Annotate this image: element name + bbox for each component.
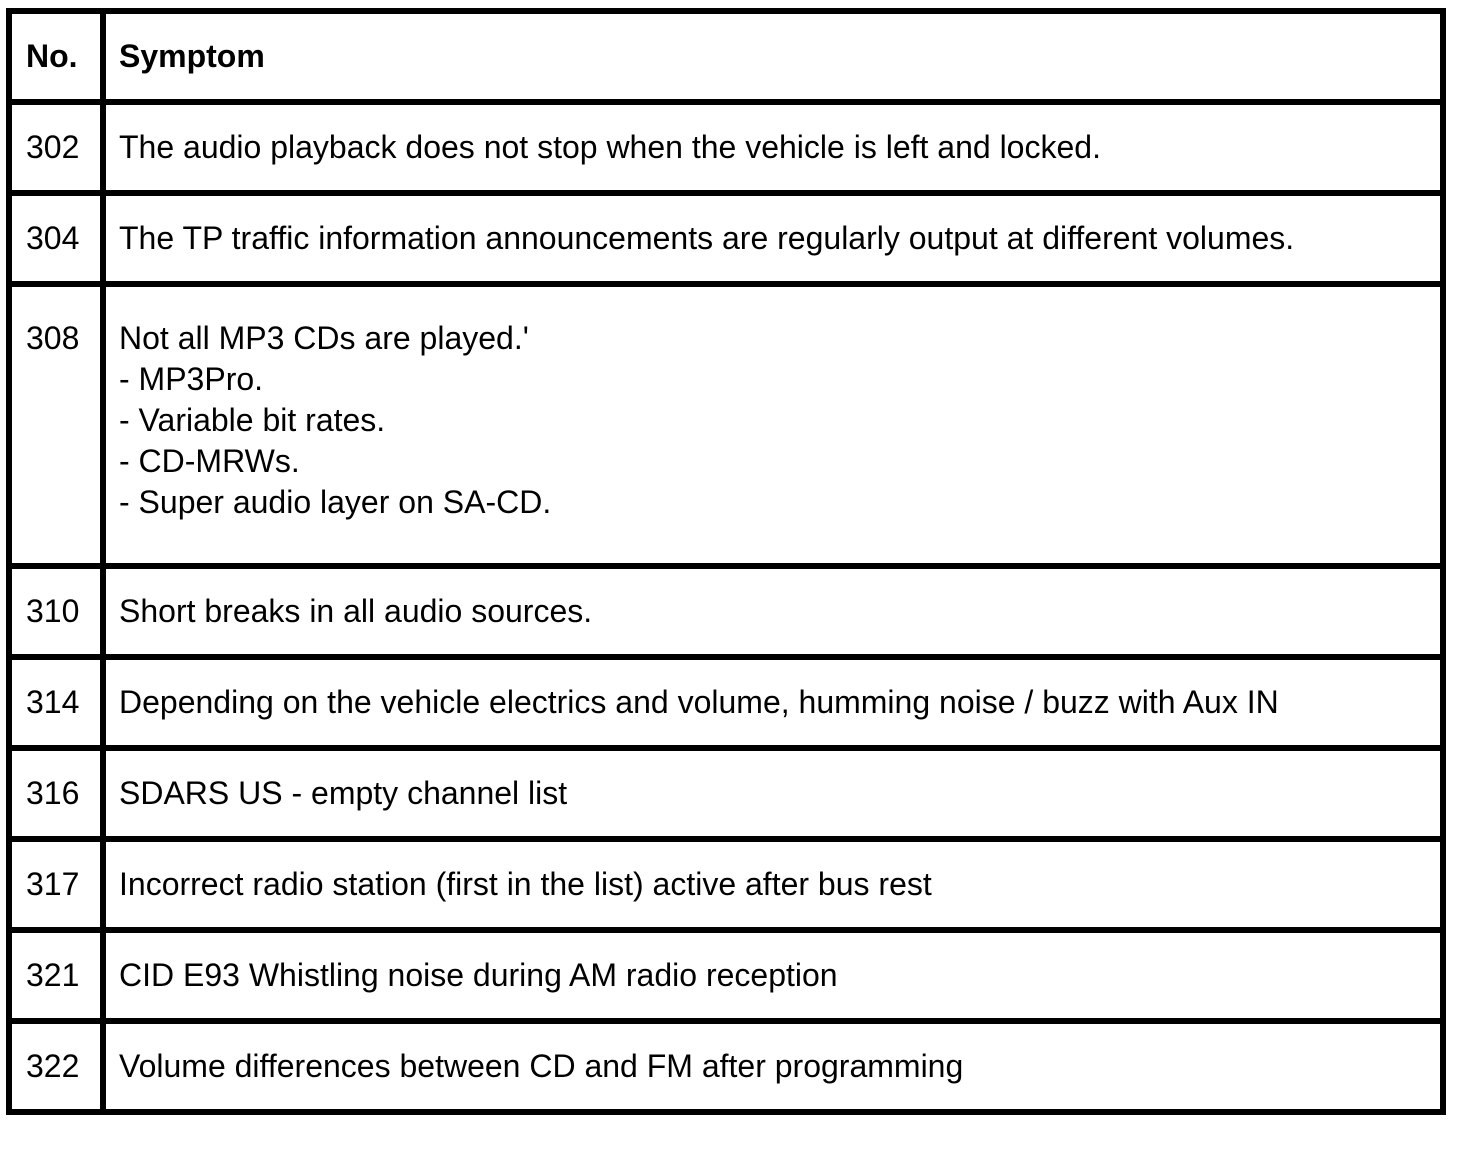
row-number: 310 — [9, 566, 103, 657]
symptom-line: Incorrect radio station (first in the list) active after bus rest — [119, 866, 932, 902]
row-symptom — [103, 748, 1443, 839]
row-symptom — [103, 657, 1443, 748]
symptom-table — [6, 8, 1446, 1115]
row-number: 304 — [9, 193, 103, 284]
row-number: 322 — [9, 1021, 103, 1112]
row-number: 317 — [9, 839, 103, 930]
row-symptom — [103, 193, 1443, 284]
table-row — [9, 102, 1443, 193]
table-row — [9, 930, 1443, 1021]
symptom-line: The TP traffic information announcements are regularly output at different volumes. — [119, 220, 1295, 256]
table-row — [9, 193, 1443, 284]
row-number: 316 — [9, 748, 103, 839]
row-symptom — [103, 566, 1443, 657]
header-no: No. — [9, 11, 103, 102]
symptom-line: Not all MP3 CDs are played.' — [119, 320, 529, 356]
header-row — [9, 11, 1443, 102]
table-row — [9, 284, 1443, 566]
symptom-line: Depending on the vehicle electrics and volume, humming noise / buzz with Aux IN — [119, 684, 1279, 720]
symptom-line: - Variable bit rates. — [119, 402, 386, 438]
table-body — [9, 11, 1443, 1112]
symptom-line: - MP3Pro. — [119, 361, 264, 397]
symptom-line: Short breaks in all audio sources. — [119, 593, 593, 629]
symptom-line: - Super audio layer on SA-CD. — [119, 484, 552, 520]
symptom-line: Volume differences between CD and FM after programming — [119, 1048, 964, 1084]
row-number: 314 — [9, 657, 103, 748]
row-symptom — [103, 930, 1443, 1021]
table-row — [9, 748, 1443, 839]
table-row — [9, 657, 1443, 748]
symptom-line: - CD-MRWs. — [119, 443, 300, 479]
table-row — [9, 566, 1443, 657]
row-number: 321 — [9, 930, 103, 1021]
table-row — [9, 1021, 1443, 1112]
symptom-line: CID E93 Whistling noise during AM radio reception — [119, 957, 838, 993]
row-symptom — [103, 839, 1443, 930]
row-number: 302 — [9, 102, 103, 193]
row-number: 308 — [9, 284, 103, 566]
table-row — [9, 839, 1443, 930]
symptom-line: SDARS US - empty channel list — [119, 775, 568, 811]
header-symptom: Symptom — [103, 11, 1443, 102]
row-symptom — [103, 284, 1443, 566]
row-symptom — [103, 1021, 1443, 1112]
symptom-line: The audio playback does not stop when the vehicle is left and locked. — [119, 129, 1101, 165]
row-symptom — [103, 102, 1443, 193]
